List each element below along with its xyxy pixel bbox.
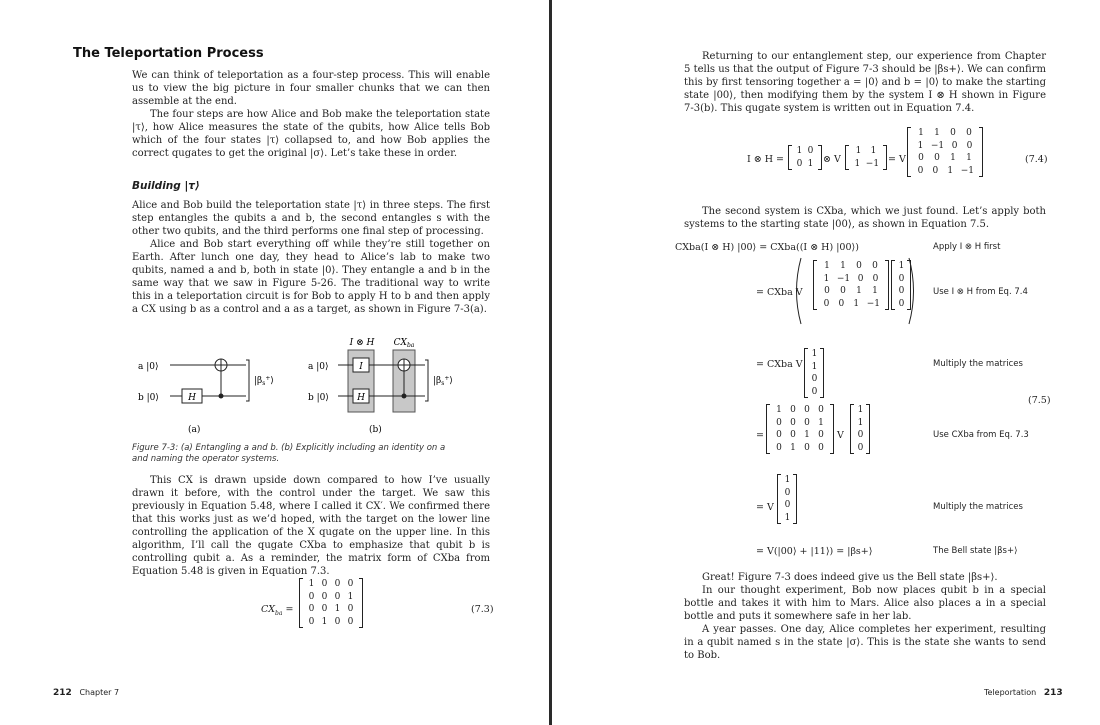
left-folio [53,688,119,698]
matrix-cell: 0 [796,158,803,169]
matrix-cell: 0 [811,386,818,397]
building-paragraph-2: Alice and Bob start everything off while they’re still together on Earth. After lunch one day, they head to Alice’s lab to make two qubits, named a and b, both in state |0⟩. They entangle a and b in the same way that we saw in Figure 5-26. The traditional way to write this in a teleportation circuit is for Bob to apply H to b and then apply a CX using b as a control and a as a target, as shown in Figure 7-3(a). [132,239,490,315]
matrix-cell: 0 [898,298,905,309]
eq75-matrix-cx [766,404,834,454]
qubit-a-label: a |0⟩ [138,362,159,372]
matrix-row [908,165,982,178]
eq75-note-6: The Bell state |βs+⟩ [933,546,1018,556]
matrix-cell: 0 [334,591,341,602]
right-closing-text [684,571,1046,662]
matrix-cell: 0 [321,579,328,589]
matrix-cell: 1 [857,405,864,415]
matrix-cell: 1 [853,298,860,309]
cx-text [132,474,490,578]
matrix-cell: 1 [870,146,877,156]
right-paragraph-1: Returning to our entanglement step, our experience from Chapter 5 tells us that the output of Figure 7-3 should be |βs+⟩. We can confirm this by first tensoring together a = |0⟩ and b = |0⟩ to make the starting state |00⟩, then modifying them by the system I ⊗ H shown in Figure 7-3(b). This qugate system is written out in Equation 7.4. [684,51,1046,114]
right-folio [984,688,1063,698]
eq75-note-4: Use CXba from Eq. 7.3 [933,430,1029,440]
left-page-number: 212 [53,688,72,698]
matrix-row [805,361,823,374]
matrix-cell: −1 [865,158,880,169]
output-state-b: $|\beta_s^+⟩$ [433,375,453,387]
matrix-row [778,499,796,512]
subfigure-a-label: (a) [188,425,201,435]
left-running-head: Chapter 7 [79,688,120,697]
matrix-cell: 0 [966,140,973,151]
matrix-cell: 0 [790,430,796,440]
matrix-cell: 1 [857,417,864,428]
matrix-row [789,145,821,158]
eq75-line-5-prefix: = V [756,502,774,513]
figure-caption: Figure 7-3: (a) Entangling a and b. (b) Explicitly including an identity on a and naming the operator systems. [132,443,446,464]
eq73-matrix [299,578,363,628]
matrix-cell: 0 [334,579,341,589]
eq74-equals: = V [888,154,906,165]
eq75-line-3-prefix: = CXba V [756,359,803,370]
eq75-note-2: Use I ⊗ H from Eq. 7.4 [933,287,1028,297]
matrix-cell: 0 [857,442,864,453]
matrix-cell: 0 [950,128,956,138]
eq75-line-6: = V(|00⟩ + |11⟩) = |βs+⟩ [756,546,873,557]
eq74-matrix-h [845,145,887,170]
matrix-row [814,298,888,311]
matrix-cell: 0 [347,604,354,614]
eq74-number: (7.4) [1025,154,1048,165]
matrix-cell: 0 [776,442,782,453]
matrix-cell: 0 [804,417,810,428]
matrix-row [846,145,886,158]
right-page-number: 213 [1043,688,1063,698]
matrix-row [851,417,869,430]
eq74-matrix-identity [788,145,822,170]
matrix-cell: 0 [818,442,824,453]
matrix-row [892,260,910,273]
matrix-row [300,578,362,591]
matrix-row [851,442,869,455]
matrix-row [767,404,833,417]
matrix-cell: 0 [790,417,796,428]
matrix-cell: 0 [823,298,830,309]
matrix-cell: 0 [857,430,864,440]
eq74-tensor-op: ⊗ V [823,154,841,165]
matrix-cell: 1 [334,604,341,614]
h-gate-label: H [188,393,196,403]
matrix-cell: 1 [784,475,791,485]
matrix-cell: 1 [823,273,830,284]
matrix-cell: 1 [776,405,782,415]
matrix-row [300,591,362,604]
matrix-cell: 1 [854,158,861,169]
matrix-cell: 1 [818,417,824,428]
right-paragraph-2: The second system is CXba, which we just found. Let’s apply both systems to the starting state |00⟩, as shown in Equation 7.5. [684,206,1046,230]
matrix-cell: 1 [811,349,818,359]
matrix-cell: 1 [856,286,862,296]
matrix-cell: 0 [347,579,354,589]
matrix-cell: 0 [784,500,791,510]
eq75-vector-3 [777,474,797,524]
matrix-cell: 0 [918,153,924,163]
circuit-a [138,359,274,435]
matrix-cell: 0 [308,604,315,614]
matrix-row [805,373,823,386]
eq73-number: (7.3) [471,604,494,615]
matrix-cell: 0 [951,140,958,151]
matrix-cell: 0 [776,430,782,440]
matrix-cell: −1 [836,273,851,284]
eq75-line-4-prefix: = [756,430,764,441]
matrix-cell: 0 [321,591,328,602]
eq75-line-4-v: V [837,430,844,441]
matrix-row [851,404,869,417]
matrix-cell: 1 [840,261,846,271]
matrix-cell: 0 [790,405,796,415]
eq75-number: (7.5) [1028,395,1051,406]
matrix-row [767,429,833,442]
qubit-b-label-b: b |0⟩ [308,393,329,403]
matrix-cell: 1 [947,165,954,176]
matrix-cell: 0 [807,146,814,156]
system-label-cx: $CX_{ba}$ [393,338,415,349]
right-second-text [684,205,1046,231]
circuit-b [308,338,453,435]
matrix-cell: 0 [966,128,972,138]
matrix-cell: −1 [960,165,974,176]
intro-paragraph-2: The four steps are how Alice and Bob make the teleportation state |τ⟩, how Alice measures the state of the qubits, how Alice tells Bob which of the four states |τ⟩ collapsed to, and how Bob applies the correct qugates to get the original |σ⟩. Let’s take these in order. [132,109,490,159]
matrix-row [892,285,910,298]
eq75-vector-1 [804,348,824,398]
output-state-a: $|\beta_s^+⟩$ [254,375,274,387]
eq75-vector-2 [850,404,870,454]
matrix-row [789,158,821,171]
intro-paragraph-1: We can think of teleportation as a four-step process. This will enable us to view the big picture in four smaller chunks that we can then assemble at the end. [132,70,490,107]
matrix-row [846,158,886,171]
matrix-cell: 0 [308,591,315,602]
building-text [132,199,490,316]
matrix-cell: 0 [838,298,845,309]
eq75-note-5: Multiply the matrices [933,502,1023,512]
eq75-note-1: Apply I ⊗ H first [933,242,1001,252]
matrix-row [778,474,796,487]
matrix-row [767,417,833,430]
matrix-cell: 1 [347,591,354,602]
matrix-row [778,512,796,525]
matrix-cell: 0 [857,273,864,284]
eq75-matrix-ih [813,260,889,310]
matrix-cell: 0 [917,165,924,176]
system-label-ih: I ⊗ H [349,338,375,348]
cx-control-dot [219,394,224,399]
matrix-cell: 0 [818,405,824,415]
matrix-cell: 1 [950,153,956,163]
eq75-line-2-prefix: = CXba V [756,287,803,298]
matrix-cell: −1 [930,140,945,151]
matrix-row [805,348,823,361]
matrix-cell: 1 [855,146,862,156]
i-gate-label: I [359,362,363,372]
h-gate-b-label: H [357,393,365,403]
matrix-cell: 0 [308,616,315,627]
matrix-row [908,140,982,153]
matrix-cell: 1 [898,261,905,271]
matrix-cell: 0 [898,286,905,296]
right-paragraph-3: Great! Figure 7-3 does indeed give us the Bell state |βs+⟩. [702,572,998,583]
eq75-line-1: CXba(I ⊗ H) |00⟩ = CXba((I ⊗ H) |00⟩) [675,242,859,253]
matrix-cell: 0 [347,616,354,627]
matrix-cell: 0 [804,442,810,453]
matrix-row [892,273,910,286]
matrix-row [814,273,888,286]
section-title: The Teleportation Process [73,46,264,61]
matrix-cell: −1 [866,298,880,309]
output-bracket [246,360,249,401]
matrix-cell: 0 [334,616,341,627]
matrix-row [851,429,869,442]
subsection-heading: Building |τ⟩ [132,180,200,192]
matrix-cell: 0 [898,273,905,284]
matrix-cell: 0 [776,417,782,428]
matrix-cell: 0 [932,165,939,176]
matrix-cell: 1 [796,146,803,156]
matrix-cell: 0 [856,261,862,271]
matrix-cell: 1 [790,442,796,453]
matrix-cell: 0 [804,405,810,415]
matrix-cell: 0 [811,374,818,384]
right-paragraph-4: In our thought experiment, Bob now places qubit b in a special bottle and takes it with him to Mars. Alice also places a in a special bottle and puts it somewhere safe in her lab. [684,585,1046,622]
qubit-b-label: b |0⟩ [138,393,159,403]
intro-text [132,69,490,160]
matrix-cell: 1 [804,430,810,440]
right-running-head: Teleportation [984,688,1037,697]
matrix-cell: 1 [934,128,940,138]
matrix-cell: 1 [872,286,878,296]
matrix-cell: 0 [818,430,824,440]
cx-paragraph: This CX is drawn upside down compared to how I’ve usually drawn it before, with the control under the target. We saw this previously in Equation 5.48, where I called it CX′. We confirmed there that this works just as we’d hoped, with the target on the lower line controlling the application of the X qugate on the upper line. In this algorithm, I’ll call the qugate CXba to emphasize that qubit b is controlling qubit a. As a reminder, the matrix form of CXba from Equation 5.48 is given in Equation 7.3. [132,475,490,577]
matrix-row [300,616,362,629]
matrix-row [300,603,362,616]
matrix-cell: 1 [321,616,328,627]
matrix-cell: 0 [934,153,940,163]
matrix-row [767,442,833,455]
eq73-lhs: $CX_{ba}$ = [261,604,294,617]
matrix-row [778,487,796,500]
matrix-cell: 1 [784,512,791,523]
right-intro-text [684,50,1046,115]
matrix-row [814,285,888,298]
matrix-cell: 1 [917,140,924,151]
matrix-cell: 0 [784,487,791,498]
matrix-row [892,298,910,311]
matrix-cell: 1 [824,261,830,271]
building-paragraph-1: Alice and Bob build the teleportation state |τ⟩ in three steps. The first step entangles the qubits a and b, the second entangles s with the other two qubits, and the third performs one final step of processing. [132,200,490,237]
output-bracket-b [425,360,428,401]
eq74-matrix-result [907,127,983,177]
eq75-note-3: Multiply the matrices [933,359,1023,369]
matrix-cell: 1 [308,579,315,589]
matrix-cell: 0 [840,286,846,296]
matrix-cell: 0 [872,273,879,284]
matrix-cell: 1 [966,153,972,163]
matrix-cell: 1 [807,158,814,169]
left-page [0,0,549,725]
matrix-cell: 0 [824,286,830,296]
eq75-vector-00 [891,260,911,310]
matrix-row [908,127,982,140]
matrix-row [908,152,982,165]
matrix-cell: 1 [918,128,924,138]
eq74-lhs: I ⊗ H = [747,154,785,165]
subfigure-b-label: (b) [369,425,382,435]
matrix-cell: 1 [811,361,818,372]
right-paragraph-5: A year passes. One day, Alice completes her experiment, resulting in a qubit named s in the state |σ⟩. This is the state she wants to send to Bob. [684,624,1046,661]
cx-control-dot-b [402,394,407,399]
matrix-cell: 0 [321,604,328,614]
qubit-a-label-b: a |0⟩ [308,362,329,372]
right-page [552,0,1100,725]
matrix-row [814,260,888,273]
matrix-row [805,386,823,399]
matrix-cell: 0 [872,261,878,271]
figure-7-3-circuits [120,330,500,440]
